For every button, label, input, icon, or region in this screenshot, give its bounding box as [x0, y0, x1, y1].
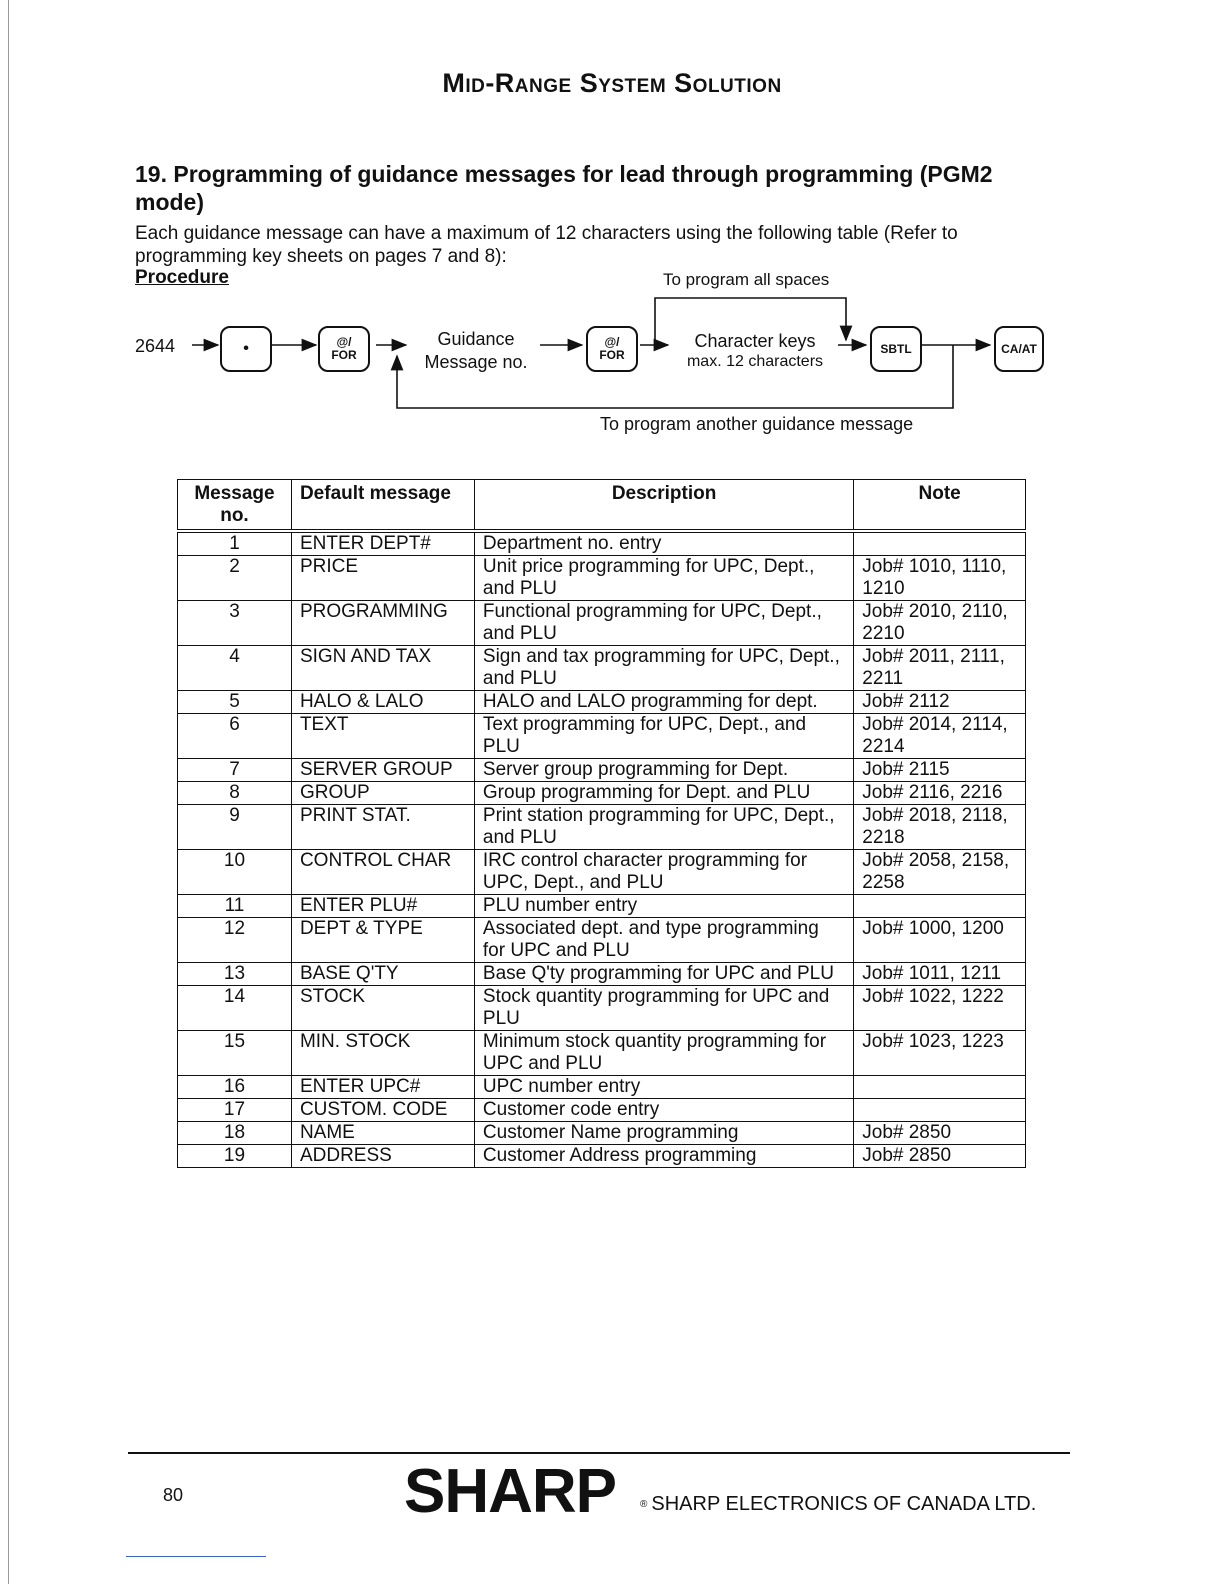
- default-message-cell: SIGN AND TAX: [291, 646, 474, 691]
- default-message-cell: CUSTOM. CODE: [291, 1099, 474, 1122]
- message-no-cell: 6: [178, 714, 292, 759]
- loop-top-label: To program all spaces: [663, 270, 830, 289]
- default-message-cell: TEXT: [291, 714, 474, 759]
- table-row: [178, 782, 1026, 805]
- default-message-cell: BASE Q'TY: [291, 963, 474, 986]
- default-message-cell: ADDRESS: [291, 1145, 474, 1168]
- intro-paragraph: Each guidance message can have a maximum of 12 characters using the following table (Refer to programming key sheets on pages 7 and 8):: [135, 223, 958, 267]
- default-message-cell: STOCK: [291, 986, 474, 1031]
- description-cell: PLU number entry: [474, 895, 853, 918]
- guidance-line-1: Guidance: [437, 329, 515, 349]
- description-cell: Customer code entry: [474, 1099, 853, 1122]
- sbtl-key: [870, 326, 922, 372]
- company-name-text: SHARP ELECTRONICS OF CANADA LTD.: [651, 1493, 1037, 1515]
- description-cell: Base Q'ty programming for UPC and PLU: [474, 963, 853, 986]
- default-message-cell: PRICE: [291, 556, 474, 601]
- message-no-cell: 2: [178, 556, 292, 601]
- note-cell: Job# 2850: [854, 1122, 1026, 1145]
- message-no-cell: 11: [178, 895, 292, 918]
- table-row: [178, 601, 1026, 646]
- table-row: [178, 759, 1026, 782]
- note-cell: Job# 2014, 2114, 2214: [854, 714, 1026, 759]
- guidance-message-no: [412, 328, 540, 374]
- col-header-description: Description: [474, 480, 853, 532]
- description-cell: Text programming for UPC, Dept., and PLU: [474, 714, 853, 759]
- note-cell: Job# 1023, 1223: [854, 1031, 1026, 1076]
- note-cell: Job# 2058, 2158, 2258: [854, 850, 1026, 895]
- note-cell: Job# 2011, 2111, 2211: [854, 646, 1026, 691]
- default-message-cell: ENTER UPC#: [291, 1076, 474, 1099]
- table-row: [178, 850, 1026, 895]
- note-cell: [854, 1099, 1026, 1122]
- description-cell: Customer Name programming: [474, 1122, 853, 1145]
- procedure-label: Procedure: [135, 267, 229, 288]
- col-header-message-no: Message no.: [178, 480, 292, 532]
- message-no-cell: 17: [178, 1099, 292, 1122]
- default-message-cell: NAME: [291, 1122, 474, 1145]
- default-message-cell: SERVER GROUP: [291, 759, 474, 782]
- description-cell: Group programming for Dept. and PLU: [474, 782, 853, 805]
- table-row: [178, 1031, 1026, 1076]
- note-cell: Job# 1011, 1211: [854, 963, 1026, 986]
- description-cell: Sign and tax programming for UPC, Dept., and PLU: [474, 646, 853, 691]
- message-no-cell: 13: [178, 963, 292, 986]
- description-cell: Department no. entry: [474, 531, 853, 556]
- at-for-key-second-top: @/: [604, 335, 620, 349]
- table-row: [178, 986, 1026, 1031]
- table-row: [178, 531, 1026, 556]
- description-cell: Unit price programming for UPC, Dept., and PLU: [474, 556, 853, 601]
- message-no-cell: 19: [178, 1145, 292, 1168]
- table-row: [178, 714, 1026, 759]
- col-header-note: Note: [854, 480, 1026, 532]
- sharp-logo: SHARP: [404, 1457, 617, 1526]
- section-heading: 19. Programming of guidance messages for lead through programming (PGM2 mode): [135, 161, 993, 215]
- note-cell: Job# 2850: [854, 1145, 1026, 1168]
- table-row: [178, 1122, 1026, 1145]
- table-row: [178, 1076, 1026, 1099]
- char-line-1: Character keys: [694, 331, 816, 351]
- character-keys: [672, 330, 838, 372]
- at-for-key-second: [586, 326, 638, 372]
- message-no-cell: 10: [178, 850, 292, 895]
- description-cell: IRC control character programming for UPC, Dept., and PLU: [474, 850, 853, 895]
- table-header-row: [178, 480, 1026, 532]
- page-number: 80: [163, 1485, 184, 1505]
- table-row: [178, 1145, 1026, 1168]
- description-cell: HALO and LALO programming for dept.: [474, 691, 853, 714]
- note-cell: Job# 2116, 2216: [854, 782, 1026, 805]
- decimal-point-key: [220, 326, 272, 372]
- bottom-link-underline: [126, 1556, 266, 1557]
- default-message-cell: ENTER DEPT#: [291, 531, 474, 556]
- message-no-cell: 18: [178, 1122, 292, 1145]
- table-row: [178, 805, 1026, 850]
- guidance-message-table: [177, 479, 1026, 1168]
- note-cell: Job# 2010, 2110, 2210: [854, 601, 1026, 646]
- default-message-cell: ENTER PLU#: [291, 895, 474, 918]
- message-no-cell: 9: [178, 805, 292, 850]
- table-row: [178, 691, 1026, 714]
- note-cell: [854, 1076, 1026, 1099]
- message-no-cell: 1: [178, 531, 292, 556]
- registered-mark: ®: [640, 1499, 648, 1511]
- default-message-cell: HALO & LALO: [291, 691, 474, 714]
- note-cell: Job# 2115: [854, 759, 1026, 782]
- start-code: 2644: [135, 336, 176, 356]
- flow-connectors: [0, 0, 1224, 460]
- description-cell: Associated dept. and type programming for UPC and PLU: [474, 918, 853, 963]
- default-message-cell: PROGRAMMING: [291, 601, 474, 646]
- footer-rule: [128, 1452, 1070, 1454]
- ca-at-key: [994, 326, 1044, 372]
- default-message-cell: CONTROL CHAR: [291, 850, 474, 895]
- default-message-cell: DEPT & TYPE: [291, 918, 474, 963]
- message-no-cell: 4: [178, 646, 292, 691]
- note-cell: Job# 2018, 2118, 2218: [854, 805, 1026, 850]
- note-cell: Job# 1022, 1222: [854, 986, 1026, 1031]
- company-name: [640, 1493, 1036, 1516]
- dot-key-label: •: [243, 340, 249, 357]
- description-cell: Customer Address programming: [474, 1145, 853, 1168]
- note-cell: [854, 531, 1026, 556]
- note-cell: [854, 895, 1026, 918]
- default-message-cell: MIN. STOCK: [291, 1031, 474, 1076]
- description-cell: Server group programming for Dept.: [474, 759, 853, 782]
- char-line-2: max. 12 characters: [686, 353, 824, 370]
- table-row: [178, 556, 1026, 601]
- description-cell: Stock quantity programming for UPC and PLU: [474, 986, 853, 1031]
- default-message-cell: GROUP: [291, 782, 474, 805]
- message-no-cell: 12: [178, 918, 292, 963]
- note-cell: Job# 1010, 1110, 1210: [854, 556, 1026, 601]
- description-cell: Functional programming for UPC, Dept., and PLU: [474, 601, 853, 646]
- message-no-cell: 7: [178, 759, 292, 782]
- description-cell: UPC number entry: [474, 1076, 853, 1099]
- message-no-cell: 5: [178, 691, 292, 714]
- table-row: [178, 1099, 1026, 1122]
- table-row: [178, 918, 1026, 963]
- col-header-default-message: Default message: [291, 480, 474, 532]
- description-cell: Print station programming for UPC, Dept., and PLU: [474, 805, 853, 850]
- message-no-cell: 8: [178, 782, 292, 805]
- message-no-cell: 14: [178, 986, 292, 1031]
- procedure-flow-diagram: [0, 0, 1224, 460]
- table-row: [178, 895, 1026, 918]
- at-for-key: [318, 326, 370, 372]
- at-for-key-second-bottom: FOR: [599, 348, 625, 362]
- note-cell: Job# 1000, 1200: [854, 918, 1026, 963]
- message-no-cell: 3: [178, 601, 292, 646]
- loop-bottom-label: To program another guidance message: [600, 414, 914, 434]
- table-row: [178, 646, 1026, 691]
- sbtl-key-label: SBTL: [880, 341, 912, 356]
- note-cell: Job# 2112: [854, 691, 1026, 714]
- message-no-cell: 16: [178, 1076, 292, 1099]
- page-header-title: Mid-Range System Solution: [442, 68, 782, 98]
- message-no-cell: 15: [178, 1031, 292, 1076]
- at-for-key-bottom: FOR: [331, 348, 357, 362]
- ca-at-key-label: CA/AT: [1001, 341, 1037, 356]
- default-message-cell: PRINT STAT.: [291, 805, 474, 850]
- at-for-key-top: @/: [336, 335, 352, 349]
- guidance-line-2: Message no.: [424, 352, 528, 372]
- description-cell: Minimum stock quantity programming for UPC and PLU: [474, 1031, 853, 1076]
- table-row: [178, 963, 1026, 986]
